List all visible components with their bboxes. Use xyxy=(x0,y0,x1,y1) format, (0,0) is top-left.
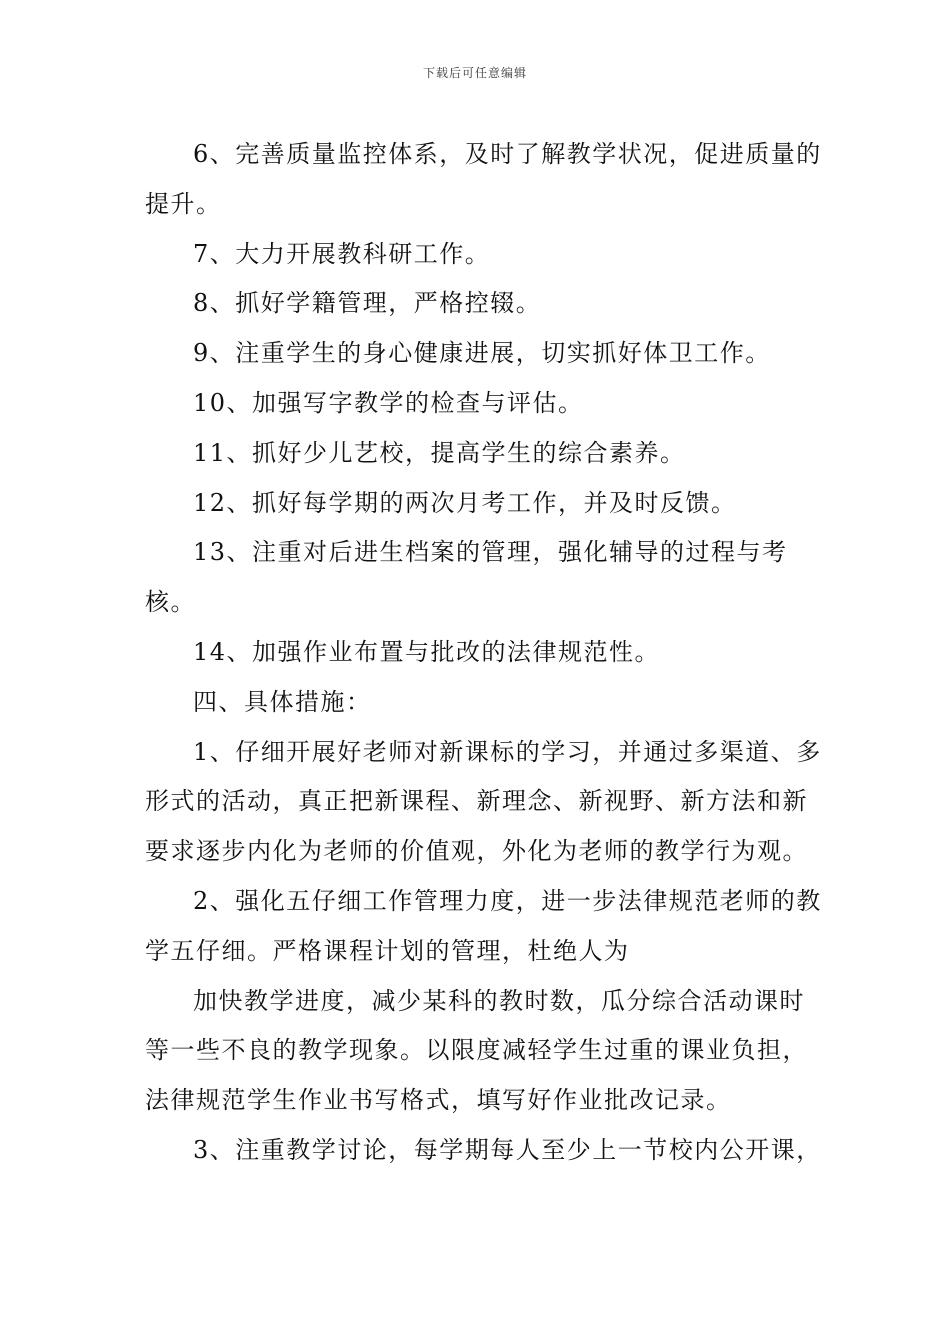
paragraph-item-10: 10、加强写字教学的检查与评估。 xyxy=(193,388,584,417)
paragraph-item-8: 8、抓好学籍管理，严格控辍。 xyxy=(193,289,542,318)
paragraph-item-12: 12、抓好每学期的两次月考工作，并及时反馈。 xyxy=(193,488,737,517)
page-header: 下载后可任意编辑 xyxy=(422,66,527,80)
measure-item-2-continued: 加快教学进度，减少某科的教时数，瓜分综合活动课时等一些不良的教学现象。以限度减轻学生过重的课业负担，法律规范学生作业书写格式，填写好作业批改记录。 xyxy=(145,986,808,1115)
measure-item-2: 2、强化五仔细工作管理力度，进一步法律规范老师的教学五仔细。严格课程计划的管理，杜绝人为 xyxy=(145,886,822,965)
document-body xyxy=(145,130,825,1176)
paragraph-item-6: 6、完善质量监控体系，及时了解教学状况，促进质量的提升。 xyxy=(145,140,822,218)
section-heading-measures: 四、具体措施： xyxy=(193,687,372,716)
measure-item-3: 3、注重教学讨论，每学期每人至少上一节校内公开课， xyxy=(193,1135,822,1164)
paragraph-item-13: 13、注重对后进生档案的管理，强化辅导的过程与考核。 xyxy=(145,538,788,617)
paragraph-item-9: 9、注重学生的身心健康进展，切实抓好体卫工作。 xyxy=(193,339,771,368)
paragraph-item-11: 11、抓好少儿艺校，提高学生的综合素养。 xyxy=(193,438,686,467)
measure-item-1: 1、仔细开展好老师对新课标的学习，并通过多渠道、多形式的活动，真正把新课程、新理念、新视野、新方法和新要求逐步内化为老师的价值观，外化为老师的教学行为观。 xyxy=(145,737,822,866)
paragraph-item-7: 7、大力开展教科研工作。 xyxy=(193,239,491,268)
paragraph-item-14: 14、加强作业布置与批改的法律规范性。 xyxy=(193,637,661,666)
